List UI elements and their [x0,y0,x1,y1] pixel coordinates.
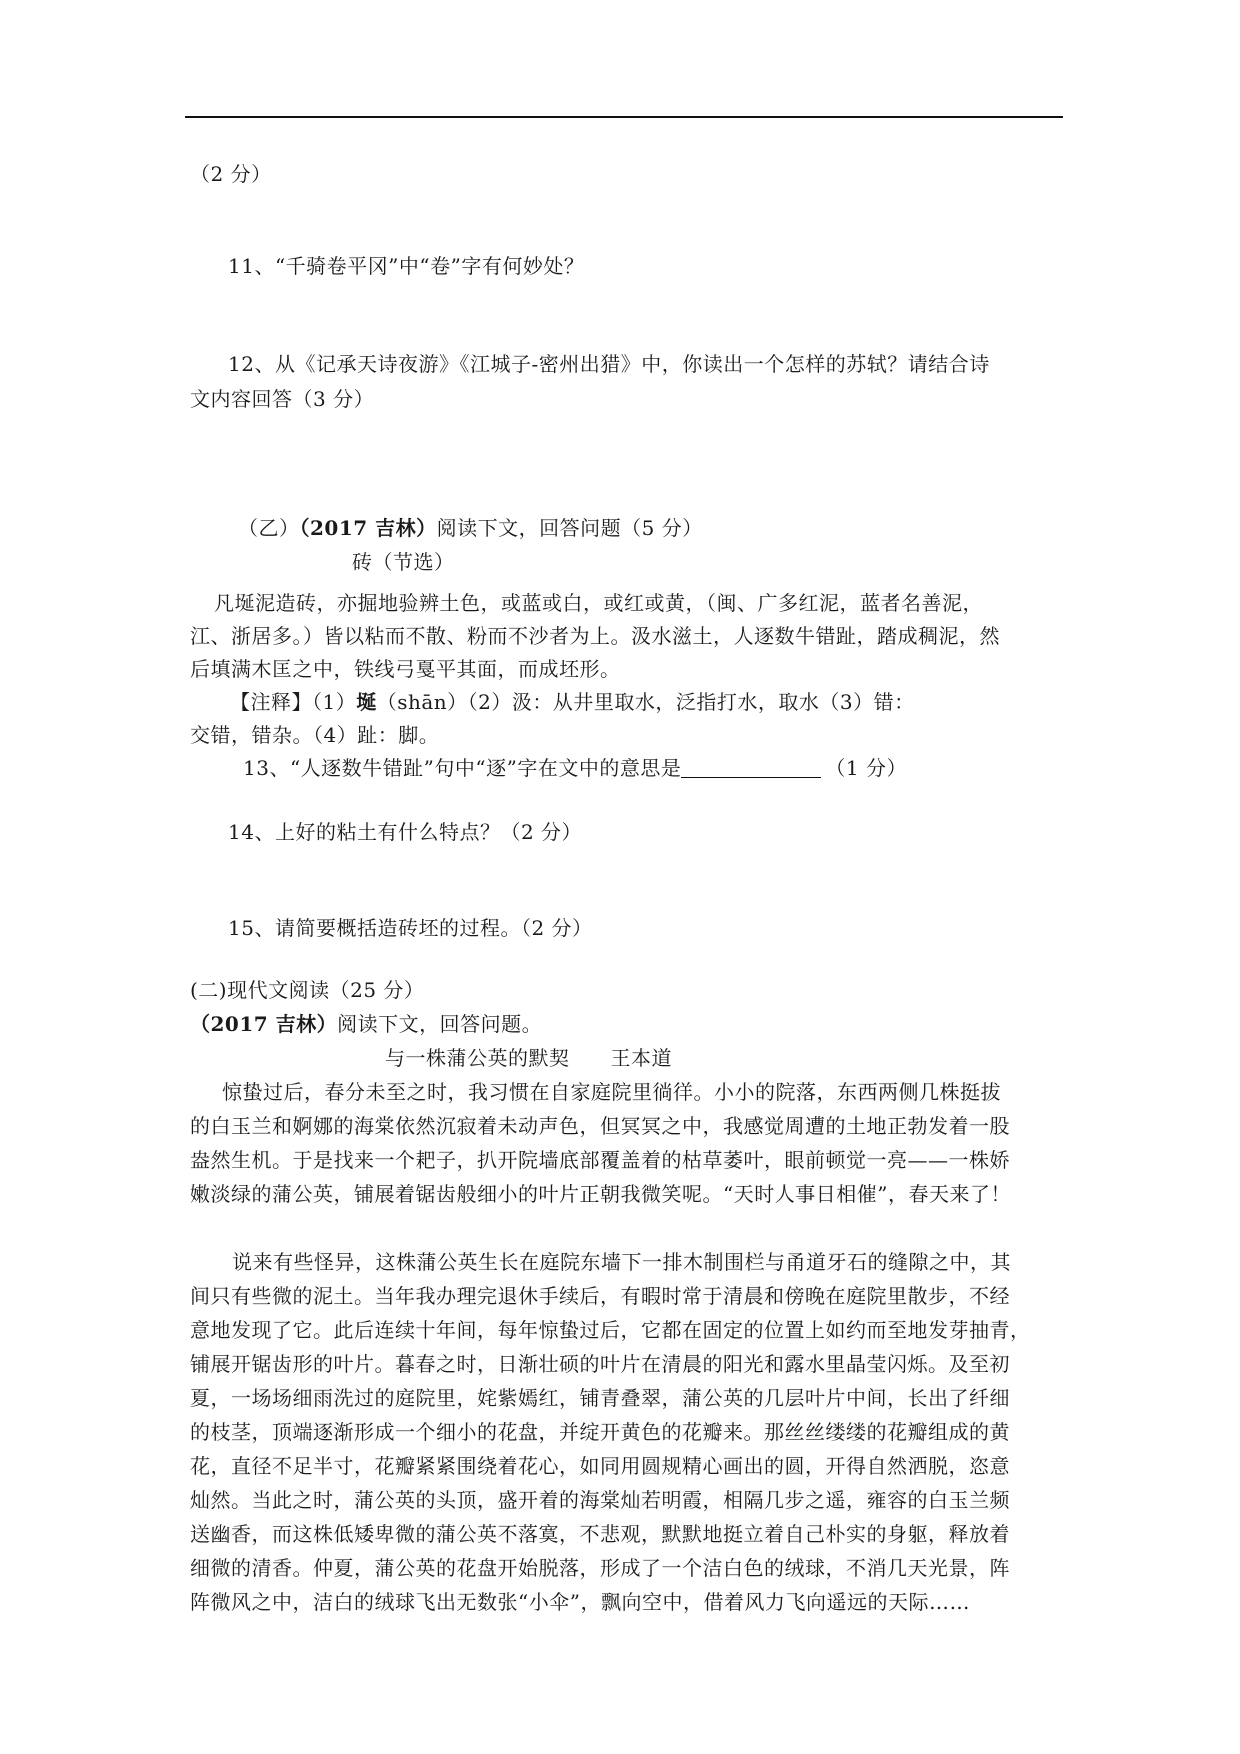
question-11: 11、“千骑卷平冈”中“卷”字有何妙处？ [228,254,585,278]
annotation-text: （shān）（2）汲：从井里取水，泛指打水，取水（3）错： [376,690,915,714]
section-yi-label: （乙） [238,516,300,540]
passage-title-dandelion: 与一株蒲公英的默契 王本道 [385,1046,672,1070]
passage-line: 的白玉兰和婀娜的海棠依然沉寂着未动声色，但冥冥之中，我感觉周遭的土地正勃发着一股 [190,1114,1010,1138]
passage-line: 凡埏泥造砖，亦掘地验辨土色，或蓝或白，或红或黄，（闽、广多红泥，蓝者名善泥， [214,591,983,615]
passage-line: 嫩淡绿的蒲公英，铺展着锯齿般细小的叶片正朝我微笑呢。“天时人事日相催”，春天来了！ [190,1182,1011,1206]
passage-line: 铺展开锯齿形的叶片。暮春之时，日渐壮硕的叶片在清晨的阳光和露水里晶莹闪烁。及至初 [190,1352,1010,1376]
question-13-score: （1 分） [825,756,907,780]
annotation-text: （1） [312,690,357,714]
answer-blank[interactable] [681,757,821,778]
passage-line: 送幽香，而这株低矮卑微的蒲公英不落寞，不悲观，默默地挺立着自己朴实的身躯，释放着 [190,1522,1010,1546]
section-2-instruction [190,1012,1070,1036]
passage-line: 细微的清香。仲夏，蒲公英的花盘开始脱落，形成了一个洁白色的绒球，不消几天光景，阵 [190,1556,1010,1580]
passage-line: 惊蛰过后，春分未至之时，我习惯在自家庭院里徜徉。小小的院落，东西两侧几株挺拔 [222,1080,1001,1104]
annotation-label: 【注释】 [230,690,312,714]
section-yi-source: （2017 吉林） [299,516,437,540]
passage-line: 江、浙居多。）皆以粘而不散、粉而不沙者为上。汲水滋土，人逐数牛错趾，踏成稠泥，然 [190,624,1000,648]
passage-line: 盎然生机。于是找来一个耙子，扒开院墙底部覆盖着的枯草萎叶，眼前顿觉一亮——一株娇 [190,1148,1010,1172]
section-2-source: （2017 吉林） [190,1012,338,1036]
annotation-line [230,690,1110,714]
passage-line: 的枝茎，顶端逐渐形成一个细小的花盘，并绽开黄色的花瓣来。那丝丝缕缕的花瓣组成的黄 [190,1420,1010,1444]
section-2-text: 阅读下文，回答问题。 [337,1012,543,1036]
passage-line: 夏，一场场细雨洗过的庭院里，姹紫嫣红，铺青叠翠，蒲公英的几层叶片中间，长出了纤细 [190,1386,1010,1410]
question-12-cont: 文内容回答（3 分） [190,387,375,411]
annotation-line-cont: 交错，错杂。（4）趾：脚。 [190,723,440,747]
section-yi-heading [238,516,1118,540]
score-note: （2 分） [190,162,272,186]
question-12: 12、从《记承天诗夜游》《江城子-密州出猎》中，你读出一个怎样的苏轼？请结合诗 [228,352,990,376]
passage-line: 灿然。当此之时，蒲公英的头顶，盛开着的海棠灿若明霞，相隔几步之遥，雍容的白玉兰频 [190,1488,1010,1512]
passage-line: 说来有些怪异，这株蒲公英生长在庭院东墙下一排木制围栏与甬道牙石的缝隙之中，其 [232,1250,1011,1274]
passage-line: 花，直径不足半寸，花瓣紧紧围绕着花心，如同用圆规精心画出的圆，开得自然洒脱，恣意 [190,1454,1010,1478]
section-2-heading: (二)现代文阅读（25 分） [190,978,425,1002]
passage-line: 阵微风之中，洁白的绒球飞出无数张“小伞”，飘向空中，借着风力飞向遥远的天际…… [190,1590,970,1614]
header-rule [185,116,1063,118]
section-yi-instruction: 阅读下文，回答问题（5 分） [436,516,703,540]
question-14: 14、上好的粘土有什么特点？（2 分） [228,820,583,844]
passage-line: 间只有些微的泥土。当年我办理完退休手续后，有暇时常于清晨和傍晚在庭院里散步，不经 [190,1284,1010,1308]
question-13-text: 13、“人逐数牛错趾”句中“逐”字在文中的意思是 [243,756,682,780]
passage-title-brick: 砖（节选） [352,550,455,574]
annotation-term: 埏 [356,690,377,714]
passage-line: 意地发现了它。此后连续十年间，每年惊蛰过后，它都在固定的位置上如约而至地发芽抽青， [190,1318,1031,1342]
question-15: 15、请简要概括造砖坯的过程。（2 分） [228,916,593,940]
question-13 [243,756,1123,780]
passage-line: 后填满木匡之中，铁线弓戛平其面，而成坯形。 [190,657,621,681]
